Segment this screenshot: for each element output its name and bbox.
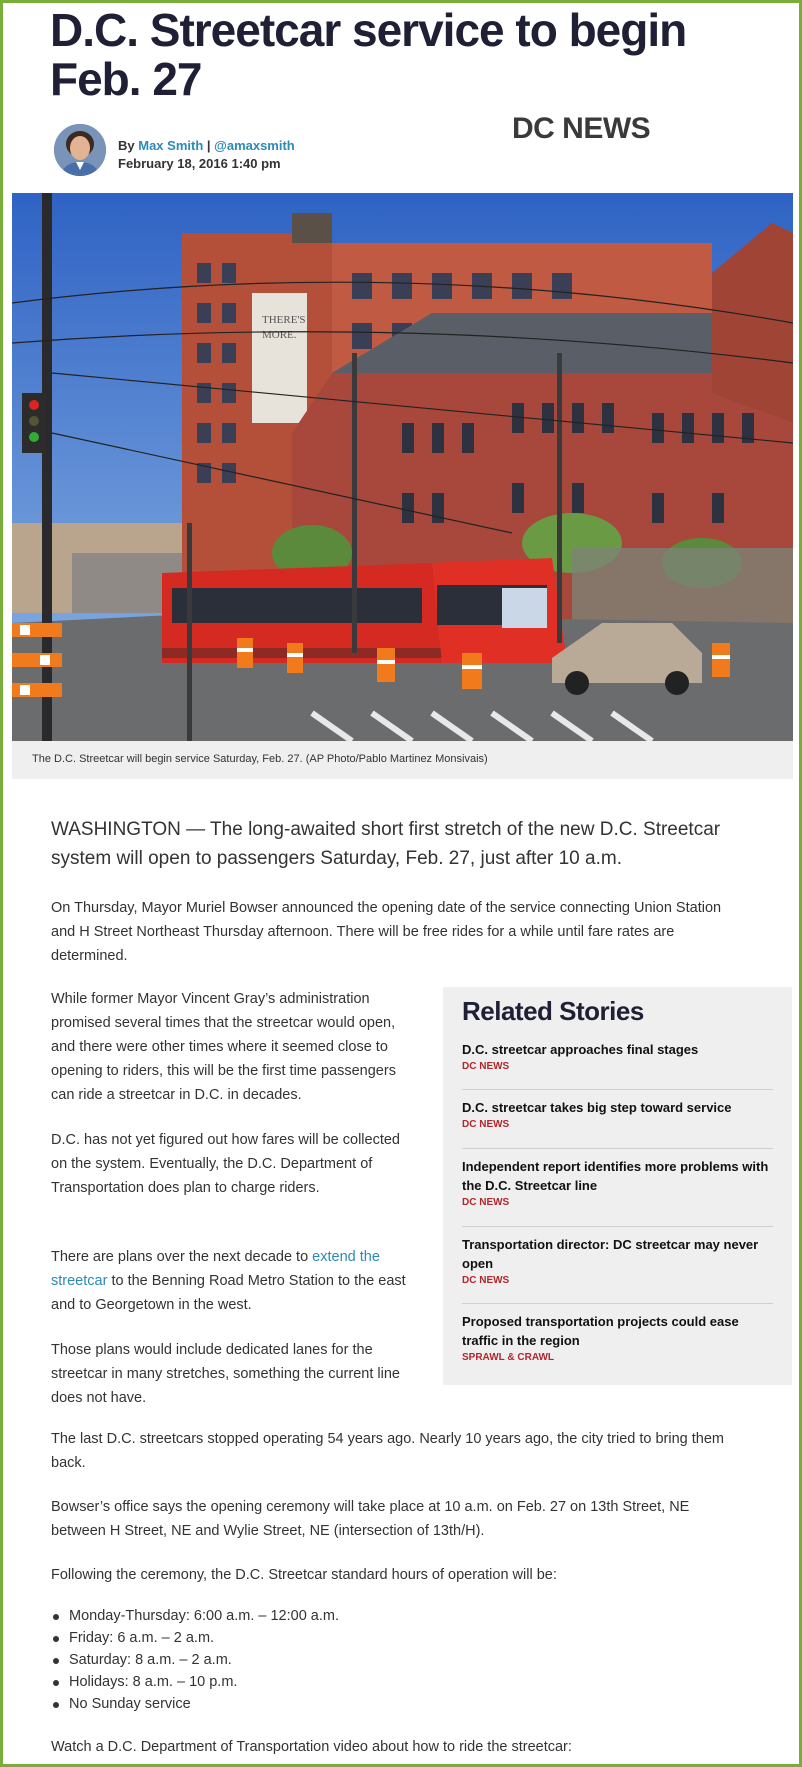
hours-list	[51, 1605, 551, 1715]
paragraph-4-before: There are plans over the next decade to	[51, 1249, 313, 1265]
paragraph-4-after: to the Benning Road Metro Station to the east and to Georgetown in the west.	[51, 1273, 406, 1313]
byline-author-line	[118, 138, 358, 153]
paragraph-8: Following the ceremony, the D.C. Streetcar standard hours of operation will be:	[51, 1567, 557, 1583]
paragraph-6: The last D.C. streetcars stopped operating 54 years ago. Nearly 10 years ago, the city tried to bring them back.	[51, 1431, 724, 1471]
hours-item: Holidays: 8 a.m. – 10 p.m.	[51, 1671, 551, 1693]
related-story-section[interactable]: SPRAWL & CRAWL	[462, 1352, 555, 1363]
related-story[interactable]	[462, 1157, 773, 1208]
related-story-title[interactable]: D.C. streetcar takes big step toward service	[462, 1100, 732, 1115]
section-label[interactable]: DC NEWS	[512, 112, 651, 145]
photo-caption: The D.C. Streetcar will begin service Saturday, Feb. 27. (AP Photo/Pablo Martinez Monsivais)	[32, 753, 488, 765]
related-story-title[interactable]: Transportation director: DC streetcar may never open	[462, 1237, 759, 1271]
related-story-title[interactable]: D.C. streetcar approaches final stages	[462, 1042, 699, 1057]
related-divider	[462, 1303, 773, 1304]
paragraph-9: Watch a D.C. Department of Transportation video about how to ride the streetcar:	[51, 1739, 572, 1755]
related-story[interactable]	[462, 1098, 773, 1130]
author-twitter-link[interactable]: @amaxsmith	[214, 138, 295, 153]
hours-item: Saturday: 8 a.m. – 2 a.m.	[51, 1649, 551, 1671]
streetcar	[162, 558, 567, 663]
paragraph-5: Those plans would include dedicated lanes for the streetcar in many stretches, something the current line does not have.	[51, 1342, 400, 1406]
related-divider	[462, 1089, 773, 1090]
related-story[interactable]	[462, 1040, 773, 1072]
related-story[interactable]	[462, 1312, 773, 1363]
headline: D.C. Streetcar service to begin Feb. 27	[50, 4, 687, 105]
paragraph-4	[51, 1245, 411, 1317]
building-sign	[252, 293, 307, 423]
author-link[interactable]: Max Smith	[138, 138, 204, 153]
photo-caption-bar	[12, 741, 793, 779]
related-story-title[interactable]: Proposed transportation projects could ease traffic in the region	[462, 1314, 739, 1348]
building-sign-text-2: MORE.	[262, 329, 297, 341]
related-story-section[interactable]: DC NEWS	[462, 1119, 510, 1130]
paragraph-7: Bowser’s office says the opening ceremony will take place at 10 a.m. on Feb. 27 on 13th Street, NE between H Street, NE and Wylie Street, NE (intersection of 13th/H).	[51, 1499, 690, 1539]
publish-date: February 18, 2016 1:40 pm	[118, 156, 281, 171]
related-divider	[462, 1148, 773, 1149]
related-story-section[interactable]: DC NEWS	[462, 1275, 510, 1286]
extend-streetcar-link[interactable]: extend the streetcar	[51, 1249, 380, 1289]
lead-paragraph: WASHINGTON — The long-awaited short first stretch of the new D.C. Streetcar system will open to passengers Saturday, Feb. 27, just after 10 a.m.	[51, 819, 721, 869]
byline-separator: |	[206, 138, 211, 153]
author-avatar[interactable]	[54, 124, 106, 176]
related-divider	[462, 1226, 773, 1227]
paragraph-1: On Thursday, Mayor Muriel Bowser announced the opening date of the service connecting Union Station and H Street Northeast Thursday afternoon. There will be free rides for a while until fare rates are determined.	[51, 900, 722, 964]
building-sign-text-1: THERE'S	[262, 314, 306, 326]
related-stories-title: Related Stories	[462, 996, 644, 1026]
paragraph-3: D.C. has not yet figured out how fares will be collected on the system. Eventually, the D.C. Department of Transportation does plan to charge riders.	[51, 1132, 400, 1196]
related-story-section[interactable]: DC NEWS	[462, 1197, 510, 1208]
related-story-title[interactable]: Independent report identifies more problems with the D.C. Streetcar line	[462, 1159, 769, 1193]
streetcar-photo-illustration	[12, 193, 793, 741]
paragraph-2: While former Mayor Vincent Gray’s administration promised several times that the streetcar would open, and there were other times where it seemed close to opening to riders, this will be the first time passengers can ride a streetcar in D.C. in decades.	[51, 991, 396, 1103]
hours-item: Monday-Thursday: 6:00 a.m. – 12:00 a.m.	[51, 1605, 551, 1627]
related-stories	[443, 987, 792, 1385]
hours-item: No Sunday service	[51, 1693, 551, 1715]
related-story[interactable]	[462, 1235, 773, 1286]
byline-prefix: By	[118, 138, 135, 153]
hours-item: Friday: 6 a.m. – 2 a.m.	[51, 1627, 551, 1649]
related-story-section[interactable]: DC NEWS	[462, 1061, 510, 1072]
article-photo	[12, 193, 793, 741]
